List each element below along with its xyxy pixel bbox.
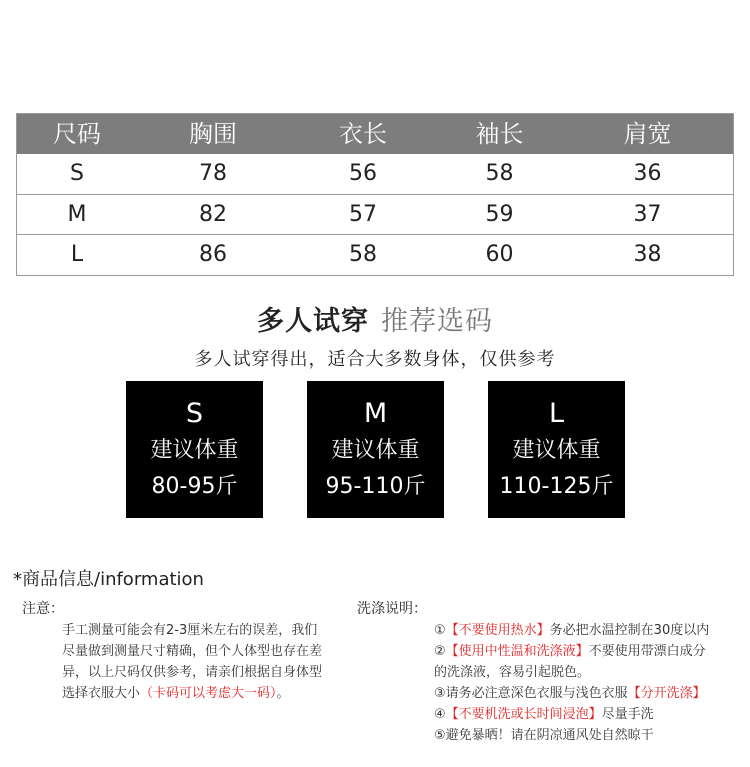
table-row <box>17 154 733 194</box>
wash-item <box>434 704 742 725</box>
table-cell: S <box>70 161 84 186</box>
table-cell: 60 <box>485 241 514 267</box>
recommend-title-main: 多人试穿 <box>257 306 369 337</box>
table-cell: 82 <box>199 201 227 227</box>
card-weight: 80-95斤 <box>151 474 238 499</box>
notice-text <box>62 620 362 704</box>
recommend-title <box>0 299 750 338</box>
notice-line <box>62 683 362 704</box>
card-size: S <box>185 398 204 429</box>
notice-line: 尽量做到测量尺寸精确，但个人体型也存在差 <box>62 644 323 659</box>
size-card-m <box>307 381 444 518</box>
wash-item <box>434 725 742 746</box>
wash-item-highlight: 【分开洗涤】 <box>627 686 706 701</box>
notice-highlight: （卡码可以考虑大一码） <box>140 686 277 701</box>
product-info-heading: *商品信息/information <box>13 569 204 590</box>
card-label: 建议体重 <box>331 438 420 463</box>
table-cell: 36 <box>633 161 662 186</box>
table-cell: 38 <box>633 241 662 267</box>
wash-item-prefix: ⑤避免暴晒！请在阴凉通风处自然晾干 <box>434 728 654 743</box>
table-cell: 57 <box>349 201 377 227</box>
wash-item <box>434 683 742 704</box>
recommend-title-accent: 推荐选码 <box>381 306 493 337</box>
table-cell: L <box>70 241 84 267</box>
wash-item-prefix: ② <box>434 644 446 659</box>
size-card-s <box>126 381 263 518</box>
card-label: 建议体重 <box>150 438 239 463</box>
size-table <box>16 113 734 276</box>
wash-item-prefix: ① <box>434 623 446 638</box>
notice-line: 手工测量可能会有2-3厘米左右的误差，我们 <box>62 623 318 638</box>
table-cell: 58 <box>485 161 514 186</box>
notice-last-suffix: 。 <box>276 686 290 701</box>
table-row <box>17 194 733 234</box>
header-chest: 胸围 <box>189 120 237 148</box>
wash-item <box>434 641 742 662</box>
card-label: 建议体重 <box>512 438 601 463</box>
wash-item-highlight: 【不要机洗或长时间浸泡】 <box>445 707 602 722</box>
header-shoulder: 肩宽 <box>623 120 672 148</box>
table-cell: M <box>67 201 87 227</box>
wash-item-highlight: 【不要使用热水】 <box>445 623 550 638</box>
header-size: 尺码 <box>53 120 101 148</box>
header-length: 衣长 <box>339 120 387 148</box>
table-cell: 37 <box>633 201 662 227</box>
table-cell: 86 <box>199 241 227 267</box>
wash-item-text: 尽量手洗 <box>601 707 654 722</box>
card-weight: 95-110斤 <box>325 474 426 499</box>
wash-item-text: 的洗涤液，容易引起脱色。 <box>434 665 591 680</box>
wash-item-highlight: 【使用中性温和洗涤液】 <box>445 644 589 659</box>
recommend-subtitle: 多人试穿得出，适合大多数身体，仅供参考 <box>194 349 556 370</box>
card-weight: 110-125斤 <box>499 474 614 499</box>
size-card-l <box>488 381 625 518</box>
wash-item-prefix: ④ <box>434 707 446 722</box>
card-size: M <box>363 398 388 429</box>
notice-line: 异，以上尺码仅供参考，请亲们根据自身体型 <box>62 665 323 680</box>
size-table-header <box>17 114 733 154</box>
wash-item-prefix: ③请务必注意深色衣服与浅色衣服 <box>434 686 628 701</box>
wash-item-text: 不要使用带漂白成分 <box>588 644 706 659</box>
table-cell: 58 <box>349 241 377 267</box>
header-sleeve: 袖长 <box>475 120 524 148</box>
wash-item-text: 务必把水温控制在30度以内 <box>549 623 710 638</box>
card-size: L <box>548 398 565 429</box>
wash-item <box>434 662 742 683</box>
wash-instructions <box>434 620 742 746</box>
table-cell: 59 <box>485 201 514 227</box>
notice-title: 注意： <box>22 601 64 617</box>
wash-item <box>434 620 742 641</box>
wash-title: 洗涤说明： <box>357 601 427 617</box>
table-cell: 78 <box>199 161 227 186</box>
table-row <box>17 234 733 274</box>
table-cell: 56 <box>349 161 377 186</box>
notice-last-prefix: 选择衣服大小 <box>62 686 141 701</box>
